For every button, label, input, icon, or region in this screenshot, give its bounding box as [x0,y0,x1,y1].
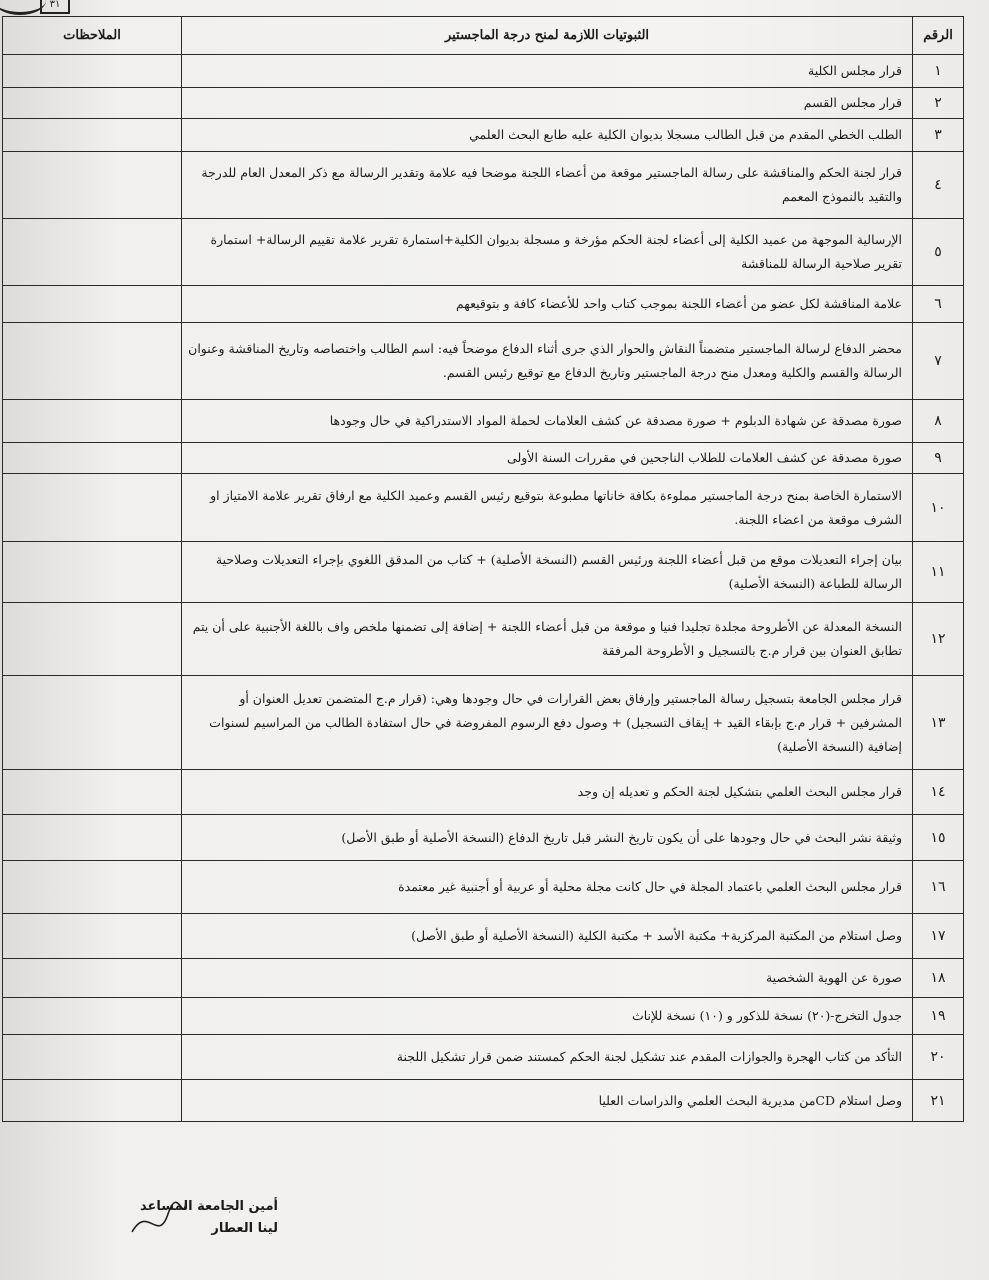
row-number: ٤ [913,152,964,219]
row-number: ٧ [913,323,964,400]
table-row [3,959,964,998]
row-number: ١٨ [913,959,964,998]
row-notes [3,1080,182,1122]
table-row [3,676,964,770]
row-number: ٩ [913,443,964,474]
table-row [3,542,964,603]
row-notes [3,323,182,400]
row-number: ٨ [913,400,964,443]
row-notes [3,152,182,219]
table-row [3,474,964,542]
row-requirement: قرار مجلس الكلية [182,55,913,88]
row-notes [3,88,182,119]
table-row [3,323,964,400]
row-number: ١٠ [913,474,964,542]
signature-name: لينا العطار [211,1221,278,1236]
row-number: ١ [913,55,964,88]
row-notes [3,443,182,474]
row-number: ١١ [913,542,964,603]
table-row [3,914,964,959]
row-notes [3,119,182,152]
table-row [3,400,964,443]
row-notes [3,603,182,676]
row-notes [3,815,182,861]
row-requirement: وثيقة نشر البحث في حال وجودها على أن يكون تاريخ النشر قبل تاريخ الدفاع (النسخة الأصلية أو طبق الأصل) [182,815,913,861]
row-number: ٢١ [913,1080,964,1122]
row-number: ١٦ [913,861,964,914]
table-body [3,55,964,1122]
table-row [3,55,964,88]
row-requirement: صورة عن الهوية الشخصية [182,959,913,998]
row-requirement: محضر الدفاع لرسالة الماجستير متضمناً النقاش والحوار الذي جرى أثناء الدفاع موضحاً فيه: اسم الطالب واختصاصه وتاريخ المناقشة وعنوان الرسالة والقسم والكلية ومعدل منح درجة الماجستير وتاريخ الدفاع مع توقيع رئيس القسم. [182,323,913,400]
row-notes [3,542,182,603]
row-requirement: قرار مجلس البحث العلمي باعتماد المجلة في حال كانت مجلة محلية أو عربية أو أجنبية غير معتمدة [182,861,913,914]
row-notes [3,55,182,88]
table-row [3,815,964,861]
row-notes [3,474,182,542]
row-number: ٢ [913,88,964,119]
row-requirement: وصل استلام CDمن مديرية البحث العلمي والدراسات العليا [182,1080,913,1122]
table-row [3,861,964,914]
row-requirement: قرار مجلس الجامعة بتسجيل رسالة الماجستير وإرفاق بعض القرارات في حال وجودها وهي: (قرار م.ج المتضمن تعديل العنوان أو المشرفين + قرار م.ج بإبقاء القيد + إيقاف التسجيل) + وصول دفع الرسوم المفروضة في حال استفادة الطالب من المراسيم لسنوات إضافية (النسخة الأصلية) [182,676,913,770]
table-row [3,152,964,219]
row-notes [3,861,182,914]
requirements-table [2,16,964,1122]
row-requirement: صورة مصدقة عن كشف العلامات للطلاب الناجحين في مقررات السنة الأولى [182,443,913,474]
table-row [3,770,964,815]
row-requirement: جدول التخرج-(٢٠) نسخة للذكور و (١٠) نسخة للإناث [182,998,913,1035]
row-notes [3,400,182,443]
row-notes [3,219,182,286]
row-number: ٣ [913,119,964,152]
row-number: ٥ [913,219,964,286]
table-row [3,443,964,474]
table-row [3,998,964,1035]
row-requirement: قرار مجلس البحث العلمي بتشكيل لجنة الحكم و تعديله إن وجد [182,770,913,815]
row-notes [3,676,182,770]
table-header-row [3,17,964,55]
row-number: ٦ [913,286,964,323]
row-number: ١٢ [913,603,964,676]
row-requirement: التأكد من كتاب الهجرة والجوازات المقدم عند تشكيل لجنة الحكم كمستند ضمن قرار تشكيل اللجنة [182,1035,913,1080]
table-row [3,219,964,286]
row-notes [3,770,182,815]
row-number: ١٥ [913,815,964,861]
row-number: ١٤ [913,770,964,815]
row-notes [3,959,182,998]
table-row [3,1080,964,1122]
header-notes: الملاحظات [3,17,182,55]
row-requirement: الإرسالية الموجهة من عميد الكلية إلى أعضاء لجنة الحكم مؤرخة و مسجلة بديوان الكلية+استمارة تقرير علامة تقييم الرسالة+ استمارة تقرير صلاحية الرسالة للمناقشة [182,219,913,286]
table-row [3,119,964,152]
row-notes [3,1035,182,1080]
row-requirement: بيان إجراء التعديلات موقع من قبل أعضاء اللجنة ورئيس القسم (النسخة الأصلية) + كتاب من المدقق اللغوي بإجراء التعديلات وصلاحية الرسالة للطباعة (النسخة الأصلية) [182,542,913,603]
header-number: الرقم [913,17,964,55]
signature-title: أمين الجامعة المساعد [140,1199,278,1214]
row-requirement: صورة مصدقة عن شهادة الدبلوم + صورة مصدقة عن كشف العلامات لحملة المواد الاستدراكية في حال وجودها [182,400,913,443]
row-requirement: وصل استلام من المكتبة المركزية+ مكتبة الأسد + مكتبة الكلية (النسخة الأصلية أو طبق الأصل) [182,914,913,959]
table-row [3,286,964,323]
header-requirements: الثبوتيات اللازمة لمنح درجة الماجستير [182,17,913,55]
handwritten-signature-icon [128,1194,188,1240]
row-requirement: قرار مجلس القسم [182,88,913,119]
page-number-box: ٣١ [40,0,70,14]
row-requirement: الاستمارة الخاصة بمنح درجة الماجستير مملوءة بكافة خاناتها مطبوعة بتوقيع رئيس القسم وعميد الكلية مع ارفاق تقرير علامة الامتياز او الشرف موقعة من اعضاء اللجنة. [182,474,913,542]
table-row [3,603,964,676]
row-number: ١٧ [913,914,964,959]
row-notes [3,998,182,1035]
row-requirement: قرار لجنة الحكم والمناقشة على رسالة الماجستير موقعة من أعضاء اللجنة موضحا فيه علامة وتقدير الرسالة مع ذكر المعدل العام للدرجة والتقيد بالنموذج المعمم [182,152,913,219]
row-requirement: علامة المناقشة لكل عضو من أعضاء اللجنة بموجب كتاب واحد للأعضاء كافة و بتوقيعهم [182,286,913,323]
row-requirement: النسخة المعدلة عن الأطروحة مجلدة تجليدا فنيا و موقعة من قبل أعضاء اللجنة + إضافة إلى تضمنها ملخص واف باللغة الأجنبية على أن يتم تطابق العنوان بين قرار م.ج بالتسجيل و الأطروحة المرفقة [182,603,913,676]
table-row [3,88,964,119]
row-requirement: الطلب الخطي المقدم من قبل الطالب مسجلا بديوان الكلية عليه طابع البحث العلمي [182,119,913,152]
row-notes [3,286,182,323]
row-number: ١٩ [913,998,964,1035]
signature-block [128,1196,278,1240]
table-row [3,1035,964,1080]
row-number: ١٣ [913,676,964,770]
row-notes [3,914,182,959]
row-number: ٢٠ [913,1035,964,1080]
